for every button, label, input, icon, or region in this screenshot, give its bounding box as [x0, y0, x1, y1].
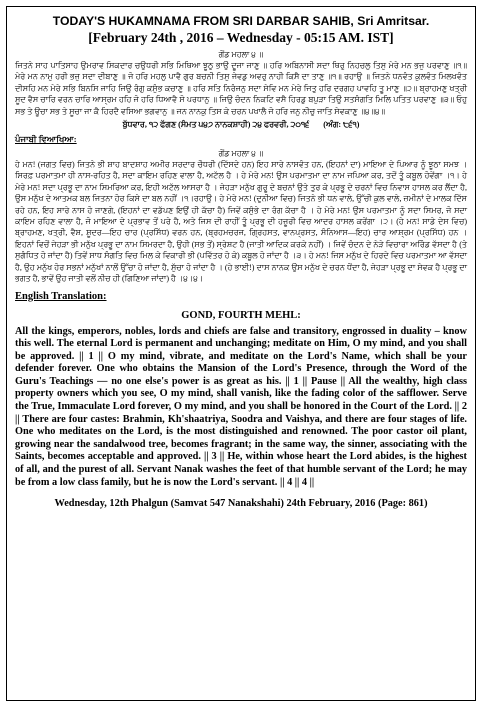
hukamnama-page	[6, 6, 476, 701]
english-translation-text: All the kings, emperors, nobles, lords and chiefs are false and transitory, engrossed in duality – know this well. The eternal Lord is permanent and unchanging; meditate on Him, O my mind, and you shall be approved. || 1 || O my mind, vibrate, and meditate on the Lord's Name, which shall be your defender forever. One who obtains the Mansion of the Lord's Presence, through the Word of the Guru's Teachings — no one else's power is as great as his. || 1 || Pause || All the wealthy, high class property owners which you see, O my mind, shall vanish, like the fading color of the safflower. Serve the True, Immaculate Lord forever, O my mind, and you shall be honored in the Court of the Lord. || 2 || There are four castes: Brahmin, Kh'shaatriya, Soodra and Vaishya, and there are four stages of life. One who meditates on the Lord, is the most distinguished and renowned. The poor castor oil plant, growing near the sandalwood tree, becomes fragrant; in the same way, the sinner, associating with the Saints, becomes acceptable and approved. || 3 || He, within whose heart the Lord abides, is the highest of all, and the purest of all. Servant Nanak washes the feet of that humble servant of the Lord; he may be from a low class family, but he is now the Lord's servant. || 4 || 4 ||	[15, 325, 467, 488]
date-subtitle: [February 24th , 2016 – Wednesday - 05:15 AM. IST]	[88, 30, 394, 45]
gurbani-date: ਬੁੱਧਵਾਰ, ੧੨ ਫੱਗਣ (ਸੰਮਤ ੫੪੭ ਨਾਨਕਸ਼ਾਹੀ) ੨੪ ਫਰਵਰੀ, ੨੦੧੬	[122, 120, 310, 130]
gurbani-date-line	[15, 119, 467, 130]
english-heading: GOND, FOURTH MEHL:	[181, 309, 301, 321]
english-date-line: Wednesday, 12th Phalgun (Samvat 547 Nanakshahi) 24th February, 2016 (Page: 861)	[54, 498, 428, 510]
page-title: TODAY'S HUKAMNAMA FROM SRI DARBAR SAHIB, Sri Amritsar.	[52, 14, 430, 28]
punjabi-raag-heading: ਗੋਂਡ ਮਹਲਾ ੪ ॥	[218, 149, 264, 159]
punjabi-explanation-text: ਹੇ ਮਨ! (ਜਗਤ ਵਿਚ) ਜਿਤਨੇ ਭੀ ਸ਼ਾਹ ਬਾਦਸ਼ਾਹ ਅਮੀਰ ਸਰਦਾਰ ਚੌਧਰੀ (ਦਿੱਸਦੇ ਹਨ) ਇਹ ਸਾਰੇ ਨਾਸਵੰਤ ਹਨ, (ਇਹਨਾਂ ਦਾ) ਮਾਇਆ ਦੇ ਪਿਆਰ ਨੂੰ ਝੂਠਾ ਸਮਝ । ਸਿਰਫ਼ ਪਰਮਾਤਮਾ ਹੀ ਨਾਸ-ਰਹਿਤ ਹੈ, ਸਦਾ ਕਾਇਮ ਰਹਿਣ ਵਾਲਾ ਹੈ, ਅਟੱਲ ਹੈ । ਹੇ ਮੇਰੇ ਮਨ! ਉਸ ਪਰਮਾਤਮਾ ਦਾ ਨਾਮ ਜਪਿਆ ਕਰ, ਤਦੋਂ ਤੂੰ ਕਬੂਲ ਹੋਵੇਂਗਾ ।੧। ਹੇ ਮੇਰੇ ਮਨ! ਸਦਾ ਪ੍ਰਭੂ ਦਾ ਨਾਮ ਸਿਮਰਿਆ ਕਰ, ਇਹੀ ਅਟੱਲ ਆਸਰਾ ਹੈ । ਜੇਹੜਾ ਮਨੁੱਖ ਗੁਰੂ ਦੇ ਬਚਨਾਂ ਉਤੇ ਤੁਰ ਕੇ ਪ੍ਰਭੂ ਦੇ ਚਰਨਾਂ ਵਿਚ ਨਿਵਾਸ ਹਾਸਲ ਕਰ ਲੈਂਦਾ ਹੈ, ਉਸ ਮਨੁੱਖ ਦੇ ਆਤਮਕ ਬਲ ਜਿਤਨਾ ਹੋਰ ਕਿਸੇ ਦਾ ਬਲ ਨਹੀਂ ।੧।ਰਹਾਉ। ਹੇ ਮੇਰੇ ਮਨ! (ਦੁਨੀਆ ਵਿਚ) ਜਿਤਨੇ ਭੀ ਧਨ ਵਾਲੇ, ਉੱਚੀ ਕੁਲ ਵਾਲੇ, ਜ਼ਮੀਨਾਂ ਦੇ ਮਾਲਕ ਦਿੱਸ ਰਹੇ ਹਨ, ਇਹ ਸਾਰੇ ਨਾਸ ਹੋ ਜਾਣਗੇ, (ਇਹਨਾਂ ਦਾ ਵਡੱਪਣ ਇਉਂ ਹੀ ਕੱਚਾ ਹੈ) ਜਿਵੇਂ ਕਸੁੰਭੇ ਦਾ ਰੰਗ ਕੱਚਾ ਹੈ । ਹੇ ਮੇਰੇ ਮਨ! ਉਸ ਪਰਮਾਤਮਾ ਨੂੰ ਸਦਾ ਸਿਮਰ, ਜੋ ਸਦਾ ਕਾਇਮ ਰਹਿਣ ਵਾਲਾ ਹੈ, ਜੋ ਮਾਇਆ ਦੇ ਪ੍ਰਭਾਵ ਤੋਂ ਪਰੇ ਹੈ, ਅਤੇ ਜਿਸ ਦੀ ਰਾਹੀਂ ਤੂੰ ਪ੍ਰਭੂ ਦੀ ਹਜ਼ੂਰੀ ਵਿਚ ਆਦਰ ਹਾਸਲ ਕਰੇਂਗਾ ।੨। (ਹੇ ਮਨ! ਸਾਡੇ ਦੇਸ ਵਿਚ) ਬ੍ਰਾਹਮਣ, ਖਤ੍ਰੀ, ਵੈਸ਼, ਸ਼ੂਦਰ—ਇਹ ਚਾਰ (ਪ੍ਰਸਿੱਧ) ਵਰਨ ਹਨ, (ਬ੍ਰਹਮਚਰਜ, ਗ੍ਰਿਹਸਤ, ਵਾਨਪ੍ਰਸਤ, ਸੰਨਿਆਸ—ਇਹ) ਚਾਰ ਆਸ਼੍ਰਮ (ਪ੍ਰਸਿੱਧ) ਹਨ । ਇਹਨਾਂ ਵਿਚੋਂ ਜੇਹੜਾ ਭੀ ਮਨੁੱਖ ਪ੍ਰਭੂ ਦਾ ਨਾਮ ਸਿਮਰਦਾ ਹੈ, ਉਹੀ (ਸਭ ਤੋਂ) ਸ੍ਰੇਸ਼ਟ ਹੈ (ਜਾਤੀ ਆਦਿਕ ਕਰਕੇ ਨਹੀਂ) । ਜਿਵੇਂ ਚੰਦਨ ਦੇ ਨੇੜੇ ਵਿਚਾਰਾ ਅਰਿੰਡ ਵੱਸਦਾ ਹੈ (ਤੇ ਸੁਗੰਧਿਤ ਹੋ ਜਾਂਦਾ ਹੈ) ਤਿਵੇਂ ਸਾਧ ਸੰਗਤਿ ਵਿਚ ਮਿਲ ਕੇ ਵਿਕਾਰੀ ਭੀ (ਪਵਿੱਤਰ ਹੋ ਕੇ) ਕਬੂਲ ਹੋ ਜਾਂਦਾ ਹੈ ।੩। ਹੇ ਮਨ! ਜਿਸ ਮਨੁੱਖ ਦੇ ਹਿਰਦੇ ਵਿਚ ਪਰਮਾਤਮਾ ਆ ਵੱਸਦਾ ਹੈ, ਉਹ ਮਨੁੱਖ ਹੋਰ ਸਭਨਾਂ ਮਨੁੱਖਾਂ ਨਾਲੋਂ ਉੱਚਾ ਹੋ ਜਾਂਦਾ ਹੈ, ਸੁੱਚਾ ਹੋ ਜਾਂਦਾ ਹੈ । (ਹੇ ਭਾਈ!) ਦਾਸ ਨਾਨਕ ਉਸ ਮਨੁੱਖ ਦੇ ਚਰਨ ਧੋਂਦਾ ਹੈ, ਜੇਹੜਾ ਪ੍ਰਭੂ ਦਾ ਸੇਵਕ ਹੈ ਪ੍ਰਭੂ ਦਾ ਭਗਤ ਹੈ, ਭਾਵੇਂ ਉਹ ਜਾਤੀ ਵਲੋਂ ਨੀਚ ਹੀ (ਗਿਣਿਆ ਜਾਂਦਾ) ਹੈ ।੪।੪।	[15, 160, 467, 284]
gurbani-text: ਜਿਤਨੇ ਸਾਹ ਪਾਤਿਸਾਹ ਉਮਰਾਵ ਸਿਕਦਾਰ ਚਉਧਰੀ ਸਭਿ ਮਿਥਿਆ ਝੂਠੁ ਭਾਉ ਦੂਜਾ ਜਾਣੁ ॥ ਹਰਿ ਅਬਿਨਾਸੀ ਸਦਾ ਥਿਰੁ ਨਿਹਚਲੁ ਤਿਸੁ ਮੇਰੇ ਮਨ ਭਜੁ ਪਰਵਾਣੁ ॥੧॥ ਮੇਰੇ ਮਨ ਨਾਮੁ ਹਰੀ ਭਜੁ ਸਦਾ ਦੀਬਾਣੁ ॥ ਜੋ ਹਰਿ ਮਹਲੁ ਪਾਵੈ ਗੁਰ ਬਚਨੀ ਤਿਸੁ ਜੇਵਡੁ ਅਵਰੁ ਨਾਹੀ ਕਿਸੈ ਦਾ ਤਾਣੁ ॥੧॥ ਰਹਾਉ ॥ ਜਿਤਨੇ ਧਨਵੰਤ ਕੁਲਵੰਤ ਮਿਲਖਵੰਤ ਦੀਸਹਿ ਮਨ ਮੇਰੇ ਸਭਿ ਬਿਨਸਿ ਜਾਹਿ ਜਿਉ ਰੰਗੁ ਕਸੁੰਭ ਕਚਾਣੁ ॥ ਹਰਿ ਸਤਿ ਨਿਰੰਜਨੁ ਸਦਾ ਸੇਵਿ ਮਨ ਮੇਰੇ ਜਿਤੁ ਹਰਿ ਦਰਗਹ ਪਾਵਹਿ ਤੂ ਮਾਣੁ ॥੨॥ ਬ੍ਰਾਹਮਣੁ ਖਤ੍ਰੀ ਸੂਦ ਵੈਸ ਚਾਰਿ ਵਰਨ ਚਾਰਿ ਆਸ੍ਰਮ ਹਹਿ ਜੋ ਹਰਿ ਧਿਆਵੈ ਸੋ ਪਰਧਾਨੁ ॥ ਜਿਉ ਚੰਦਨ ਨਿਕਟਿ ਵਸੈ ਹਿਰਡੁ ਬਪੁੜਾ ਤਿਉ ਸਤਸੰਗਤਿ ਮਿਲਿ ਪਤਿਤ ਪਰਵਾਣੁ ॥੩॥ ਓਹੁ ਸਭ ਤੇ ਊਚਾ ਸਭ ਤੇ ਸੂਚਾ ਜਾ ਕੈ ਹਿਰਦੈ ਵਸਿਆ ਭਗਵਾਨੁ ॥ ਜਨ ਨਾਨਕੁ ਤਿਸ ਕੇ ਚਰਨ ਪਖਾਲੈ ਜੋ ਹਰਿ ਜਨੁ ਨੀਚੁ ਜਾਤਿ ਸੇਵਕਾਣੁ ॥੪॥੪॥	[15, 61, 467, 116]
english-section-label: English Translation:	[15, 290, 107, 302]
gurbani-raag-heading: ਗੋਂਡ ਮਹਲਾ ੪ ॥	[218, 50, 264, 59]
gurbani-ang: (ਅੰਗ: ੮੬੧)	[323, 120, 360, 130]
punjabi-section-label: ਪੰਜਾਬੀ ਵਿਆਖਿਆ:	[15, 134, 77, 145]
